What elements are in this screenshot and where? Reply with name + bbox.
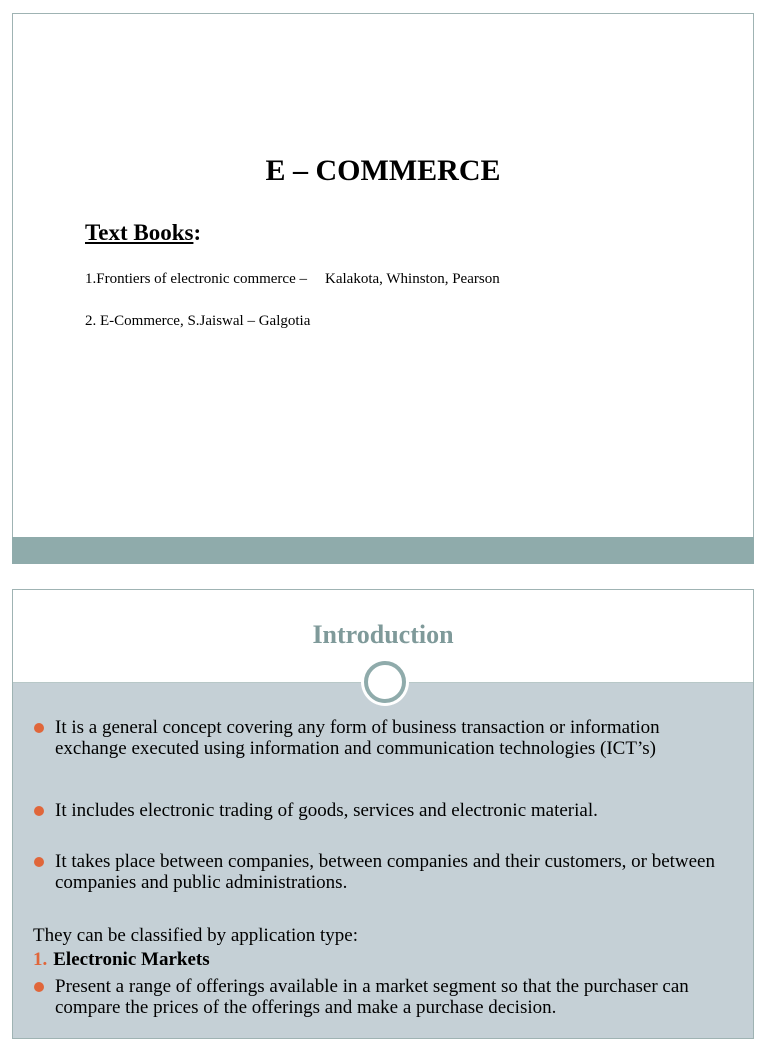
bullet-item [55,800,735,821]
bullet-text: It is a general concept covering any form of business transaction or information exchange executed using information and communication technologies (ICT’s) [55,717,660,759]
bullet-item [55,851,735,893]
classification-intro: They can be classified by application type: [33,925,358,946]
textbooks-heading-text: Text Books [85,220,194,245]
textbooks-heading [85,220,201,246]
bullet-text: It takes place between companies, between companies and their customers, or between companies and public administrations. [55,851,715,893]
textbooks-colon: : [193,220,202,245]
bullet-dot-icon [34,806,44,816]
book-1 [85,271,500,288]
bullet-item [55,976,735,1018]
slide-footer-bar [12,537,754,564]
book-1-authors: Kalakota, Whinston, Pearson [325,271,500,287]
item-label: Electronic Markets [53,949,210,970]
slide-1 [12,13,754,564]
book-1-title: 1.Frontiers of electronic commerce – [85,271,307,287]
item-number: 1. [33,949,48,970]
bullet-text: Present a range of offerings available in a market segment so that the purchaser can compare the prices of the offerings and make a purchase decision. [55,976,689,1018]
ring-ornament-icon [364,661,406,703]
bullet-text: It includes electronic trading of goods, services and electronic material. [55,800,598,821]
bullet-dot-icon [34,723,44,733]
slide-title: E – COMMERCE [265,154,501,187]
numbered-item [33,949,210,971]
bullet-item [55,717,735,759]
bullet-dot-icon [34,982,44,992]
bullet-dot-icon [34,857,44,867]
slide-2 [12,589,754,1039]
slide-title: Introduction [312,620,454,649]
book-2: 2. E-Commerce, S.Jaiswal – Galgotia [85,313,311,329]
